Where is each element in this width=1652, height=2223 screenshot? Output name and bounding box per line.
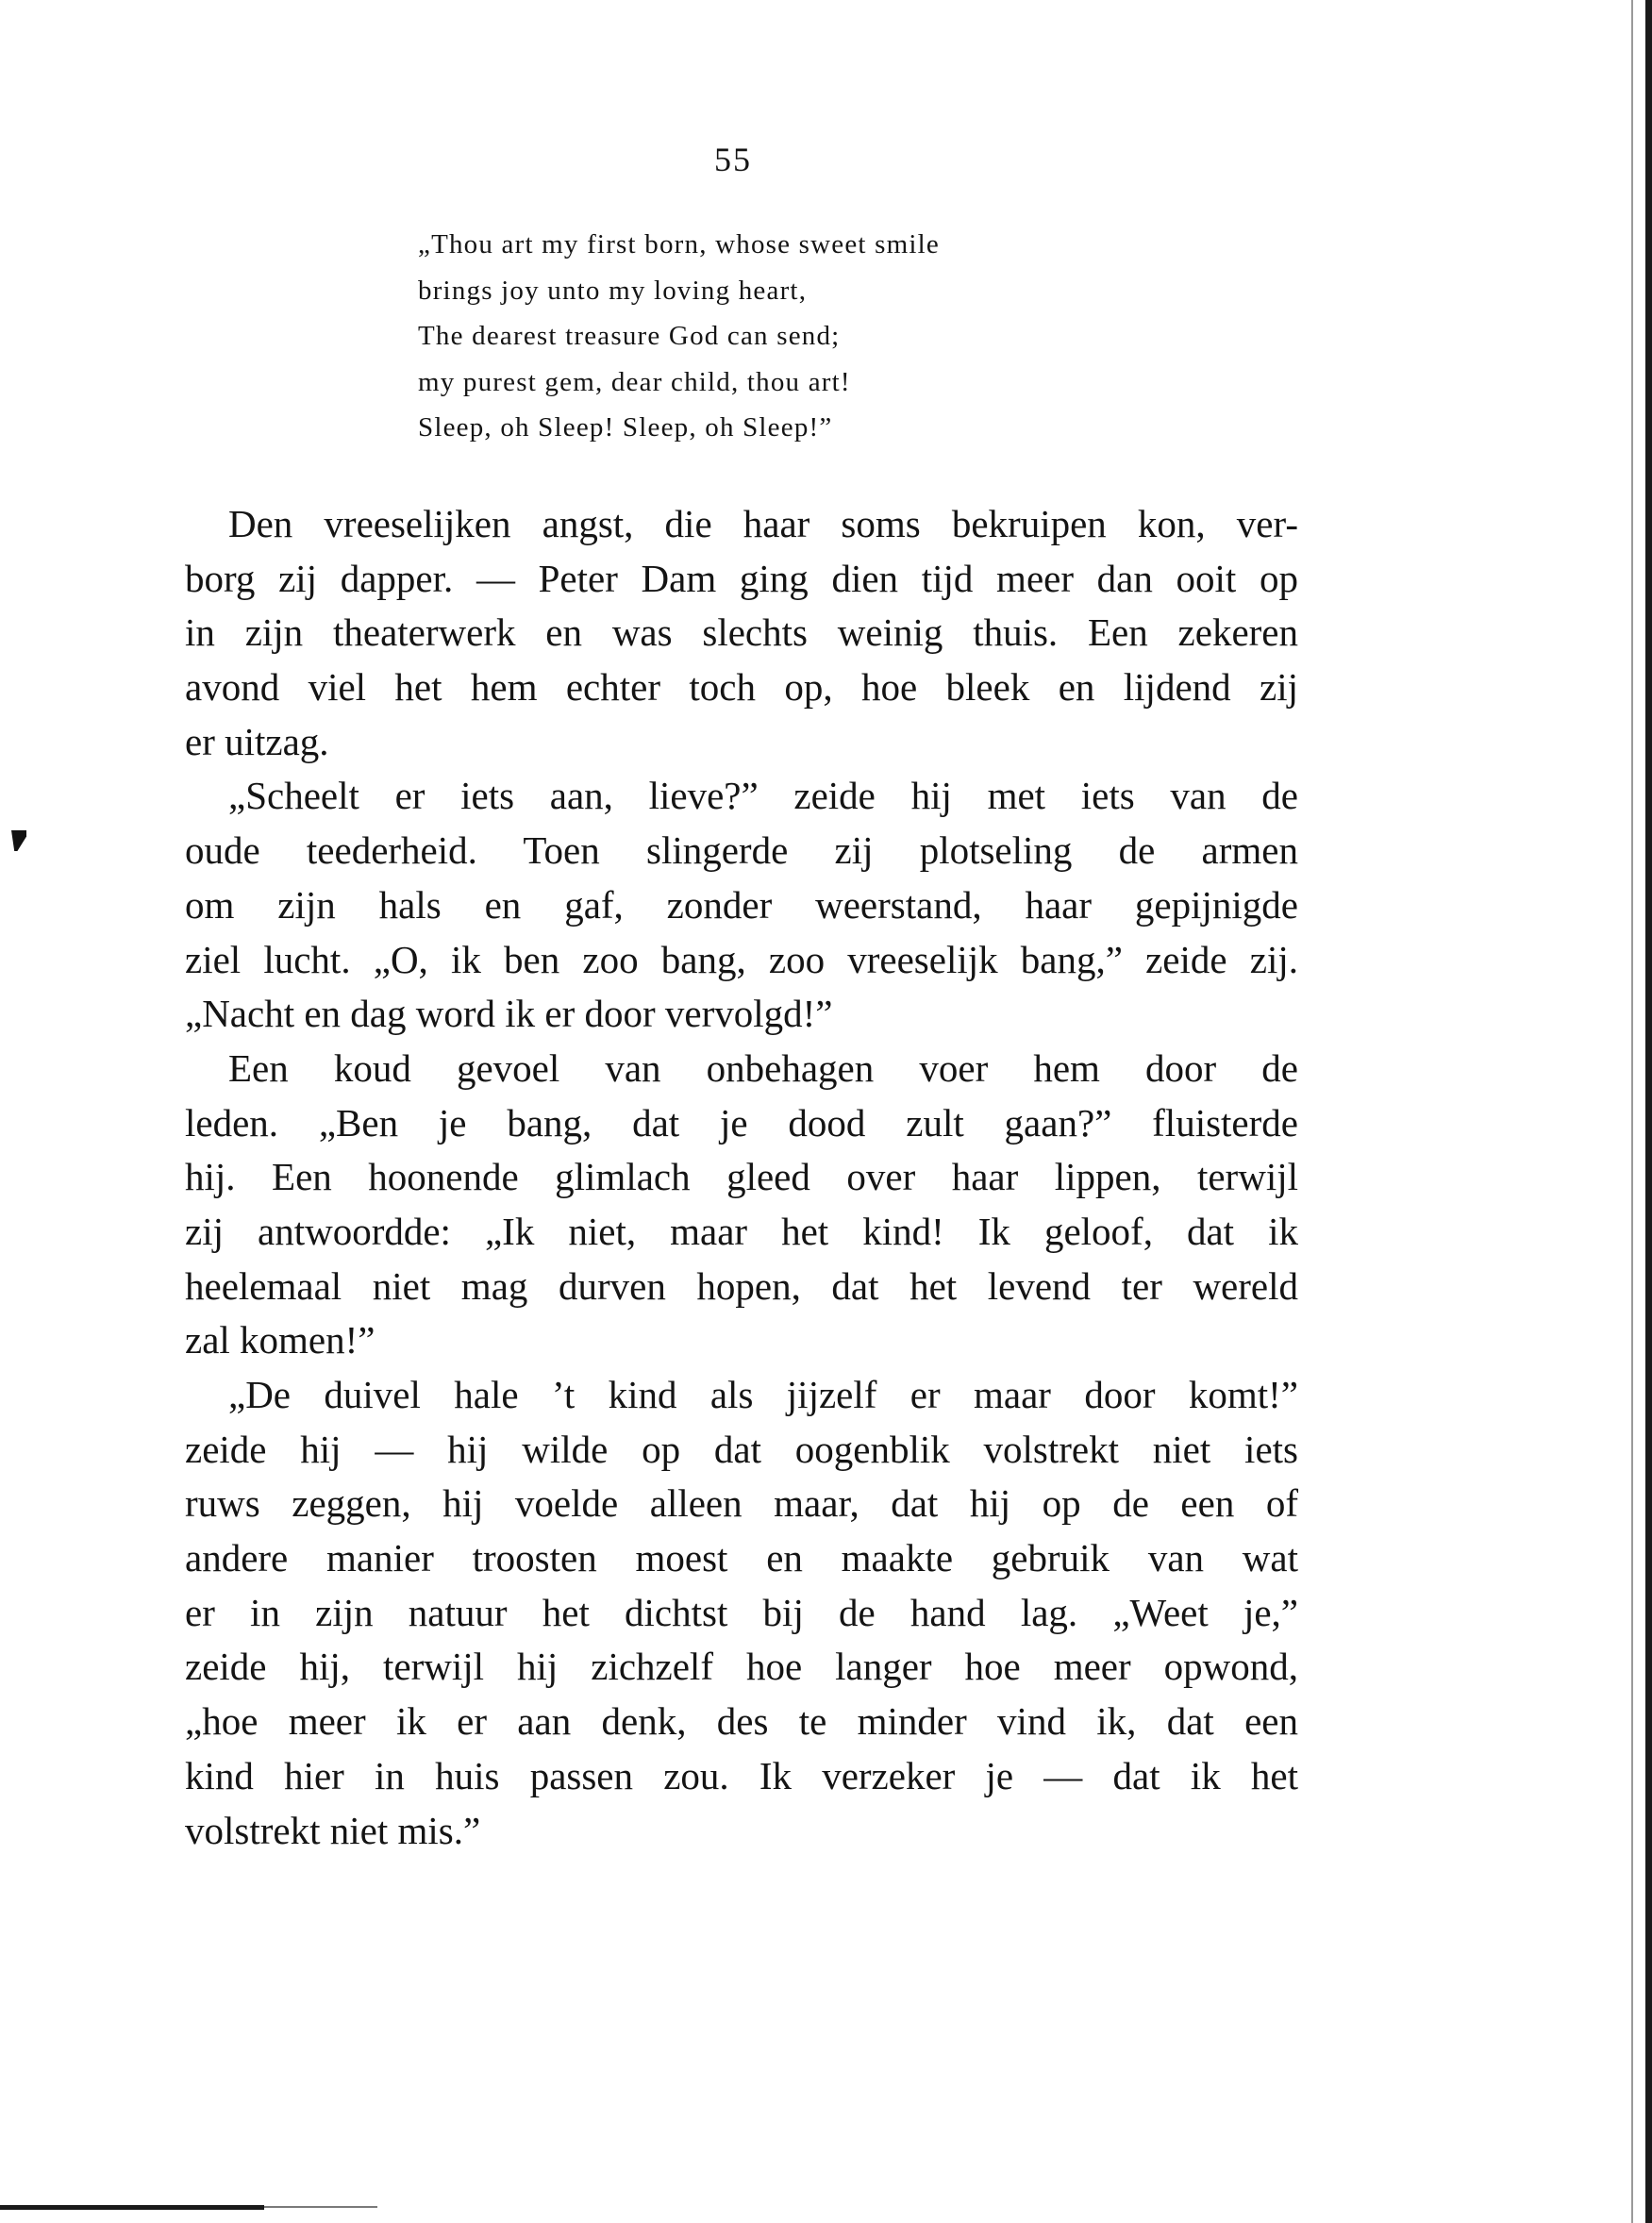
text-line: ziel lucht. „O, ik ben zoo bang, zoo vreeselijk bang,” zeide zij. (185, 937, 1298, 981)
text-line: leden. „Ben je bang, dat je dood zult gaan?” fluisterde (185, 1100, 1298, 1145)
text-line: Den vreeselijken angst, die haar soms bekruipen kon, ver- (228, 502, 1298, 545)
poem-line: The dearest treasure God can send; (418, 321, 841, 351)
poem-line: brings joy unto my loving heart, (418, 275, 808, 306)
scan-edge-thin (1631, 0, 1633, 2223)
poem-line: my purest gem, dear child, thou art! (418, 366, 851, 397)
text-line: andere manier troosten moest en maakte gebruik van wat (185, 1536, 1298, 1580)
text-line: er in zijn natuur het dichtst bij de hand lag. „Weet je,” (185, 1590, 1298, 1634)
text-line: zal komen!” (185, 1318, 375, 1362)
poem-line: „Thou art my first born, whose sweet smile (418, 229, 940, 259)
text-line: borg zij dapper. — Peter Dam ging dien tijd meer dan ooit op (185, 556, 1298, 600)
text-line: Een koud gevoel van onbehagen voer hem door de (228, 1045, 1298, 1090)
text-line: „Scheelt er iets aan, lieve?” zeide hij met iets van de (228, 774, 1298, 818)
text-line: zeide hij, terwijl hij zichzelf hoe langer hoe meer opwond, (185, 1645, 1298, 1689)
scan-edge-bottom (0, 2205, 264, 2210)
text-line: zeide hij — hij wilde op dat oogenblik volstrekt niet iets (185, 1427, 1298, 1471)
text-line: avond viel het hem echter toch op, hoe bleek en lijdend zij (185, 665, 1298, 710)
text-line: ruws zeggen, hij voelde alleen maar, dat hij op de een of (185, 1481, 1298, 1526)
text-line: in zijn theaterwerk en was slechts weinig thuis. Een zekeren (185, 610, 1298, 655)
text-line: zij antwoordde: „Ik niet, maar het kind! Ik geloof, dat ik (185, 1209, 1298, 1253)
poem-stanza (418, 222, 940, 451)
body-text (185, 497, 1298, 1858)
margin-mark (11, 830, 26, 851)
text-line: „hoe meer ik er aan denk, des te minder vind ik, dat een (185, 1699, 1298, 1744)
text-line: „Nacht en dag word ik er door vervolgd!” (185, 992, 833, 1036)
poem-line: Sleep, oh Sleep! Sleep, oh Sleep!” (418, 412, 833, 443)
text-line: volstrekt niet mis.” (185, 1808, 481, 1852)
text-line: „De duivel hale ’t kind als jijzelf er maar door komt!” (228, 1373, 1298, 1416)
text-line: om zijn hals en gaf, zonder weerstand, haar gepijnigde (185, 882, 1298, 927)
text-line: oude teederheid. Toen slingerde zij plotseling de armen (185, 828, 1298, 873)
scan-edge-bottom-thin (264, 2206, 377, 2208)
page-number: 55 (714, 141, 752, 178)
text-line: hij. Een hoonende glimlach gleed over haar lippen, terwijl (185, 1155, 1298, 1199)
text-line: heelemaal niet mag durven hopen, dat het levend ter wereld (185, 1263, 1298, 1308)
text-line: er uitzag. (185, 719, 329, 763)
text-line: kind hier in huis passen zou. Ik verzeker je — dat ik het (185, 1753, 1298, 1797)
scan-edge-right (1645, 0, 1652, 2223)
